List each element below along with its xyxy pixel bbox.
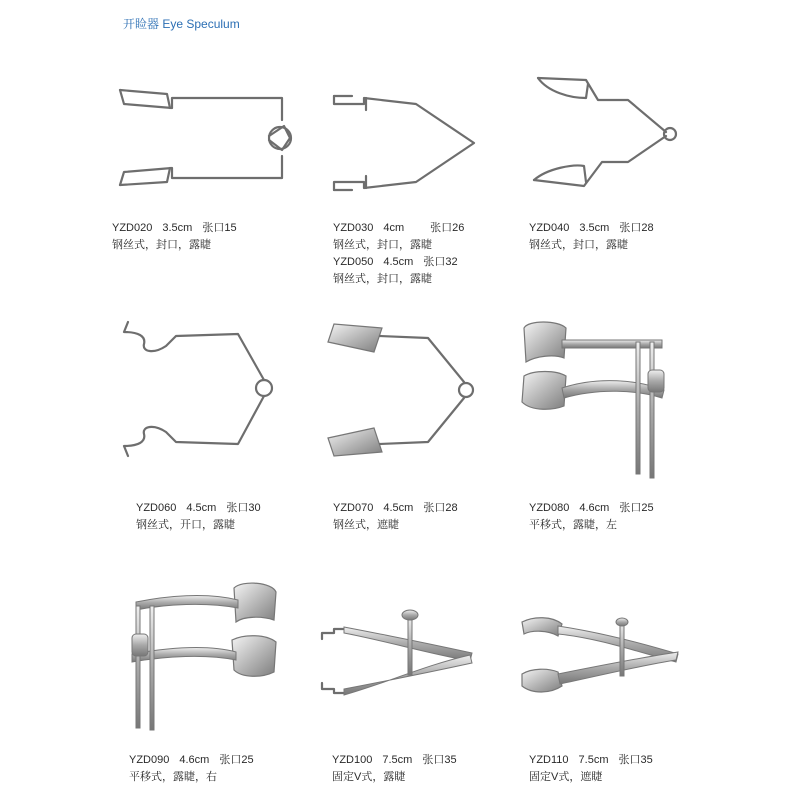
product-size: 3.5cm [579,222,610,234]
product-code: YZD030 [333,222,374,234]
speculum-image-yzd030 [326,88,486,198]
page-title: 开睑器 Eye Speculum [123,17,240,31]
product-caption [529,500,654,534]
product-opening: 张口35 [618,754,653,766]
speculum-image-yzd040 [528,70,688,195]
product-code: YZD060 [136,502,177,514]
product-size: 7.5cm [382,754,413,766]
product-caption [136,500,261,534]
product-opening: 张口15 [202,222,237,234]
speculum-image-yzd060 [118,318,283,463]
product-desc: 钢丝式，开口，露睫 [136,519,235,531]
product-desc: 钢丝式，封口，露睫 [333,273,432,285]
product-desc: 固定V式，遮睫 [529,771,603,783]
product-size: 4.6cm [179,754,210,766]
product-desc: 钢丝式，封口，露睫 [333,239,432,251]
product-caption [529,220,654,254]
product-caption [333,500,458,534]
product-code: YZD040 [529,222,570,234]
product-code: YZD100 [332,754,373,766]
product-size: 4.5cm [383,256,414,268]
product-code: YZD050 [333,256,374,268]
product-desc: 固定V式，露睫 [332,771,406,783]
product-code: YZD020 [112,222,153,234]
product-caption [332,752,457,786]
speculum-image-yzd080 [518,318,678,478]
product-caption [529,752,653,786]
speculum-image-yzd070 [322,318,482,458]
product-opening: 张口25 [219,754,254,766]
product-opening: 张口32 [423,256,458,268]
product-size: 4.6cm [579,502,610,514]
product-opening: 张口35 [422,754,457,766]
product-size: 4.5cm [383,502,414,514]
product-caption [112,220,237,254]
product-desc: 平移式，露睫，左 [529,519,617,531]
product-size: 4cm [383,222,405,234]
product-desc: 钢丝式，遮睫 [333,519,399,531]
product-code: YZD080 [529,502,570,514]
product-size: 3.5cm [162,222,193,234]
speculum-image-yzd020 [112,80,302,195]
product-opening: 张口28 [423,502,458,514]
product-opening: 张口30 [226,502,261,514]
product-desc: 钢丝式，封口，露睫 [529,239,628,251]
product-opening: 张口26 [430,222,465,234]
product-desc: 平移式，露睫，右 [129,771,217,783]
speculum-image-yzd110 [518,612,683,702]
product-opening: 张口28 [619,222,654,234]
product-opening: 张口25 [619,502,654,514]
speculum-image-yzd100 [316,605,481,700]
product-desc: 钢丝式，封口，露睫 [112,239,211,251]
product-code: YZD090 [129,754,170,766]
product-size: 7.5cm [578,754,609,766]
product-size: 4.5cm [186,502,217,514]
product-code: YZD070 [333,502,374,514]
product-code: YZD110 [529,754,569,766]
speculum-image-yzd090 [126,578,286,738]
product-caption [333,220,464,288]
product-caption [129,752,254,786]
